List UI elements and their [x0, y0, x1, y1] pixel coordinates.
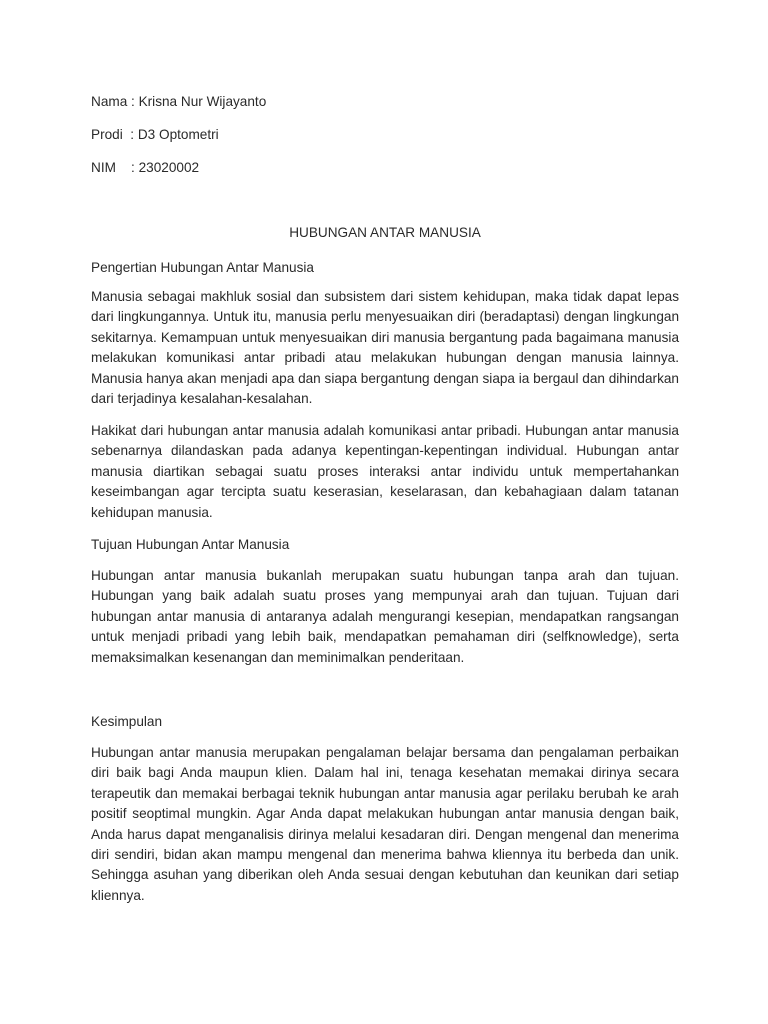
- student-id-line: NIM : 23020002: [91, 160, 200, 175]
- section-heading-kesimpulan: Kesimpulan: [91, 714, 163, 729]
- student-name-line: Nama : Krisna Nur Wijayanto: [91, 94, 267, 109]
- section-heading-pengertian: Pengertian Hubungan Antar Manusia: [91, 260, 314, 275]
- section-heading-tujuan: Tujuan Hubungan Antar Manusia: [91, 537, 290, 552]
- document-title: HUBUNGAN ANTAR MANUSIA: [289, 225, 481, 240]
- paragraph-tujuan-1: Hubungan antar manusia bukanlah merupakan suatu hubungan tanpa arah dan tujuan. Hubungan yang baik adalah suatu proses yang mempunyai arah dan tujuan. Tujuan dari hubungan antar manusia di antaranya adalah mengurangi kesepian, mendapatkan rangsangan untuk menjadi pribadi yang lebih baik, mendapatkan pemahaman diri (selfknowledge), serta memaksimalkan kesenangan dan meminimalkan penderitaan.: [91, 568, 679, 665]
- study-program-line: Prodi : D3 Optometri: [91, 127, 219, 142]
- paragraph-pengertian-2: Hakikat dari hubungan antar manusia adalah komunikasi antar pribadi. Hubungan antar manusia sebenarnya dilandaskan pada adanya kepentingan-kepentingan individual. Hubungan antar manusia diartikan sebagai suatu proses interaksi antar individu untuk mempertahankan keseimbangan agar tercipta suatu keserasian, keselarasan, dan kebahagiaan dalam tatanan kehidupan manusia.: [91, 423, 679, 520]
- paragraph-kesimpulan-1: Hubungan antar manusia merupakan pengalaman belajar bersama dan pengalaman perbaikan diri baik bagi Anda maupun klien. Dalam hal ini, tenaga kesehatan memakai dirinya secara terapeutik dan memakai berbagai teknik hubungan antar manusia agar perilaku berubah ke arah positif seoptimal mungkin. Agar Anda dapat melakukan hubungan antar manusia dengan baik, Anda harus dapat menganalisis dirinya melalui kesadaran diri. Dengan mengenal dan menerima diri sendiri, bidan akan mampu mengenal dan menerima bahwa kliennya itu berbeda dan unik. Sehingga asuhan yang diberikan oleh Anda sesuai dengan kebutuhan dan keunikan dari setiap kliennya.: [91, 745, 679, 903]
- paragraph-pengertian-1: Manusia sebagai makhluk sosial dan subsistem dari sistem kehidupan, maka tidak dapat lepas dari lingkungannya. Untuk itu, manusia perlu menyesuaikan diri (beradaptasi) dengan lingkungan sekitarnya. Kemampuan untuk menyesuaikan diri manusia bergantung pada bagaimana manusia melakukan komunikasi antar pribadi atau melakukan hubungan dengan manusia lainnya. Manusia hanya akan menjadi apa dan siapa bergantung dengan siapa ia bergaul dan dihindarkan dari terjadinya kesalahan-kesalahan.: [91, 289, 679, 407]
